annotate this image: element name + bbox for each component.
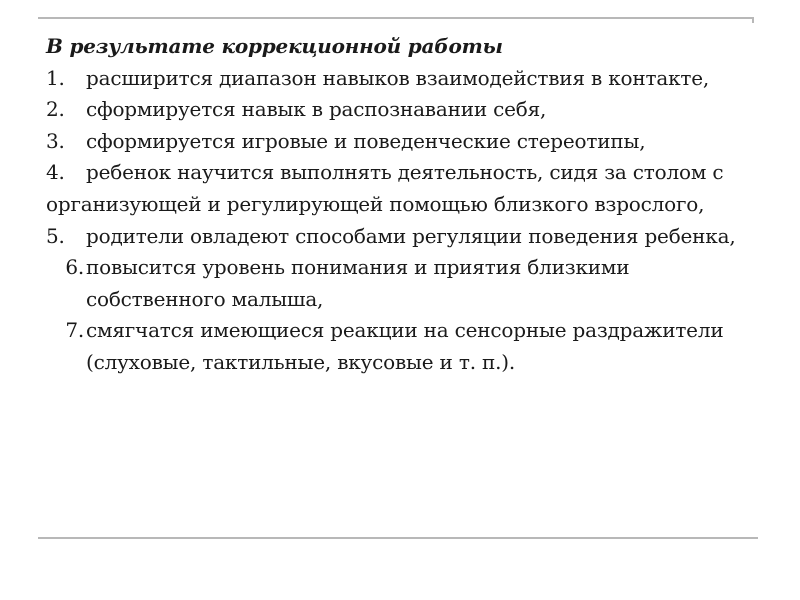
list-item-7: [65, 315, 758, 378]
list-item-4: [46, 157, 758, 220]
list-item-text: повысится уровень понимания и приятия близкими собственного малыша,: [86, 255, 630, 311]
list-item-text: сформируется игровые и поведенческие стереотипы,: [86, 128, 646, 153]
list-item-1: [46, 63, 758, 95]
list-item-number: 6.: [65, 255, 84, 280]
list-item-number: 1.: [46, 65, 65, 90]
list-item-text: расширится диапазон навыков взаимодействия в контакте,: [86, 65, 710, 90]
slide-content: [46, 31, 758, 379]
list-item-number: 3.: [46, 128, 65, 153]
list-item-number: 4.: [46, 160, 65, 185]
slide-heading: В результате коррекционной работы: [46, 34, 503, 58]
list-item-6: [65, 252, 758, 315]
list-item-text: сформируется навык в распознавании себя,: [86, 97, 547, 122]
list-item-number: 2.: [46, 97, 65, 122]
list-item-number: 5.: [46, 223, 65, 248]
list-item-text: родители овладеют способами регуляции поведения ребенка,: [86, 223, 736, 248]
bottom-rule: [38, 537, 758, 539]
list-item-5: [46, 221, 758, 253]
list-item-2: [46, 94, 758, 126]
top-rule: [38, 17, 754, 19]
list-item-text: смягчатся имеющиеся реакции на сенсорные раздражители (слуховые, тактильные, вкусовые и т. п.).: [86, 318, 724, 374]
list-item-number: 7.: [65, 318, 84, 343]
list-item-text: ребенок научится выполнять деятельность, сидя за столом с организующей и регулирующей помощью близкого взрослого,: [46, 160, 724, 216]
list-item-3: [46, 126, 758, 158]
top-rule-tick: [752, 17, 754, 23]
